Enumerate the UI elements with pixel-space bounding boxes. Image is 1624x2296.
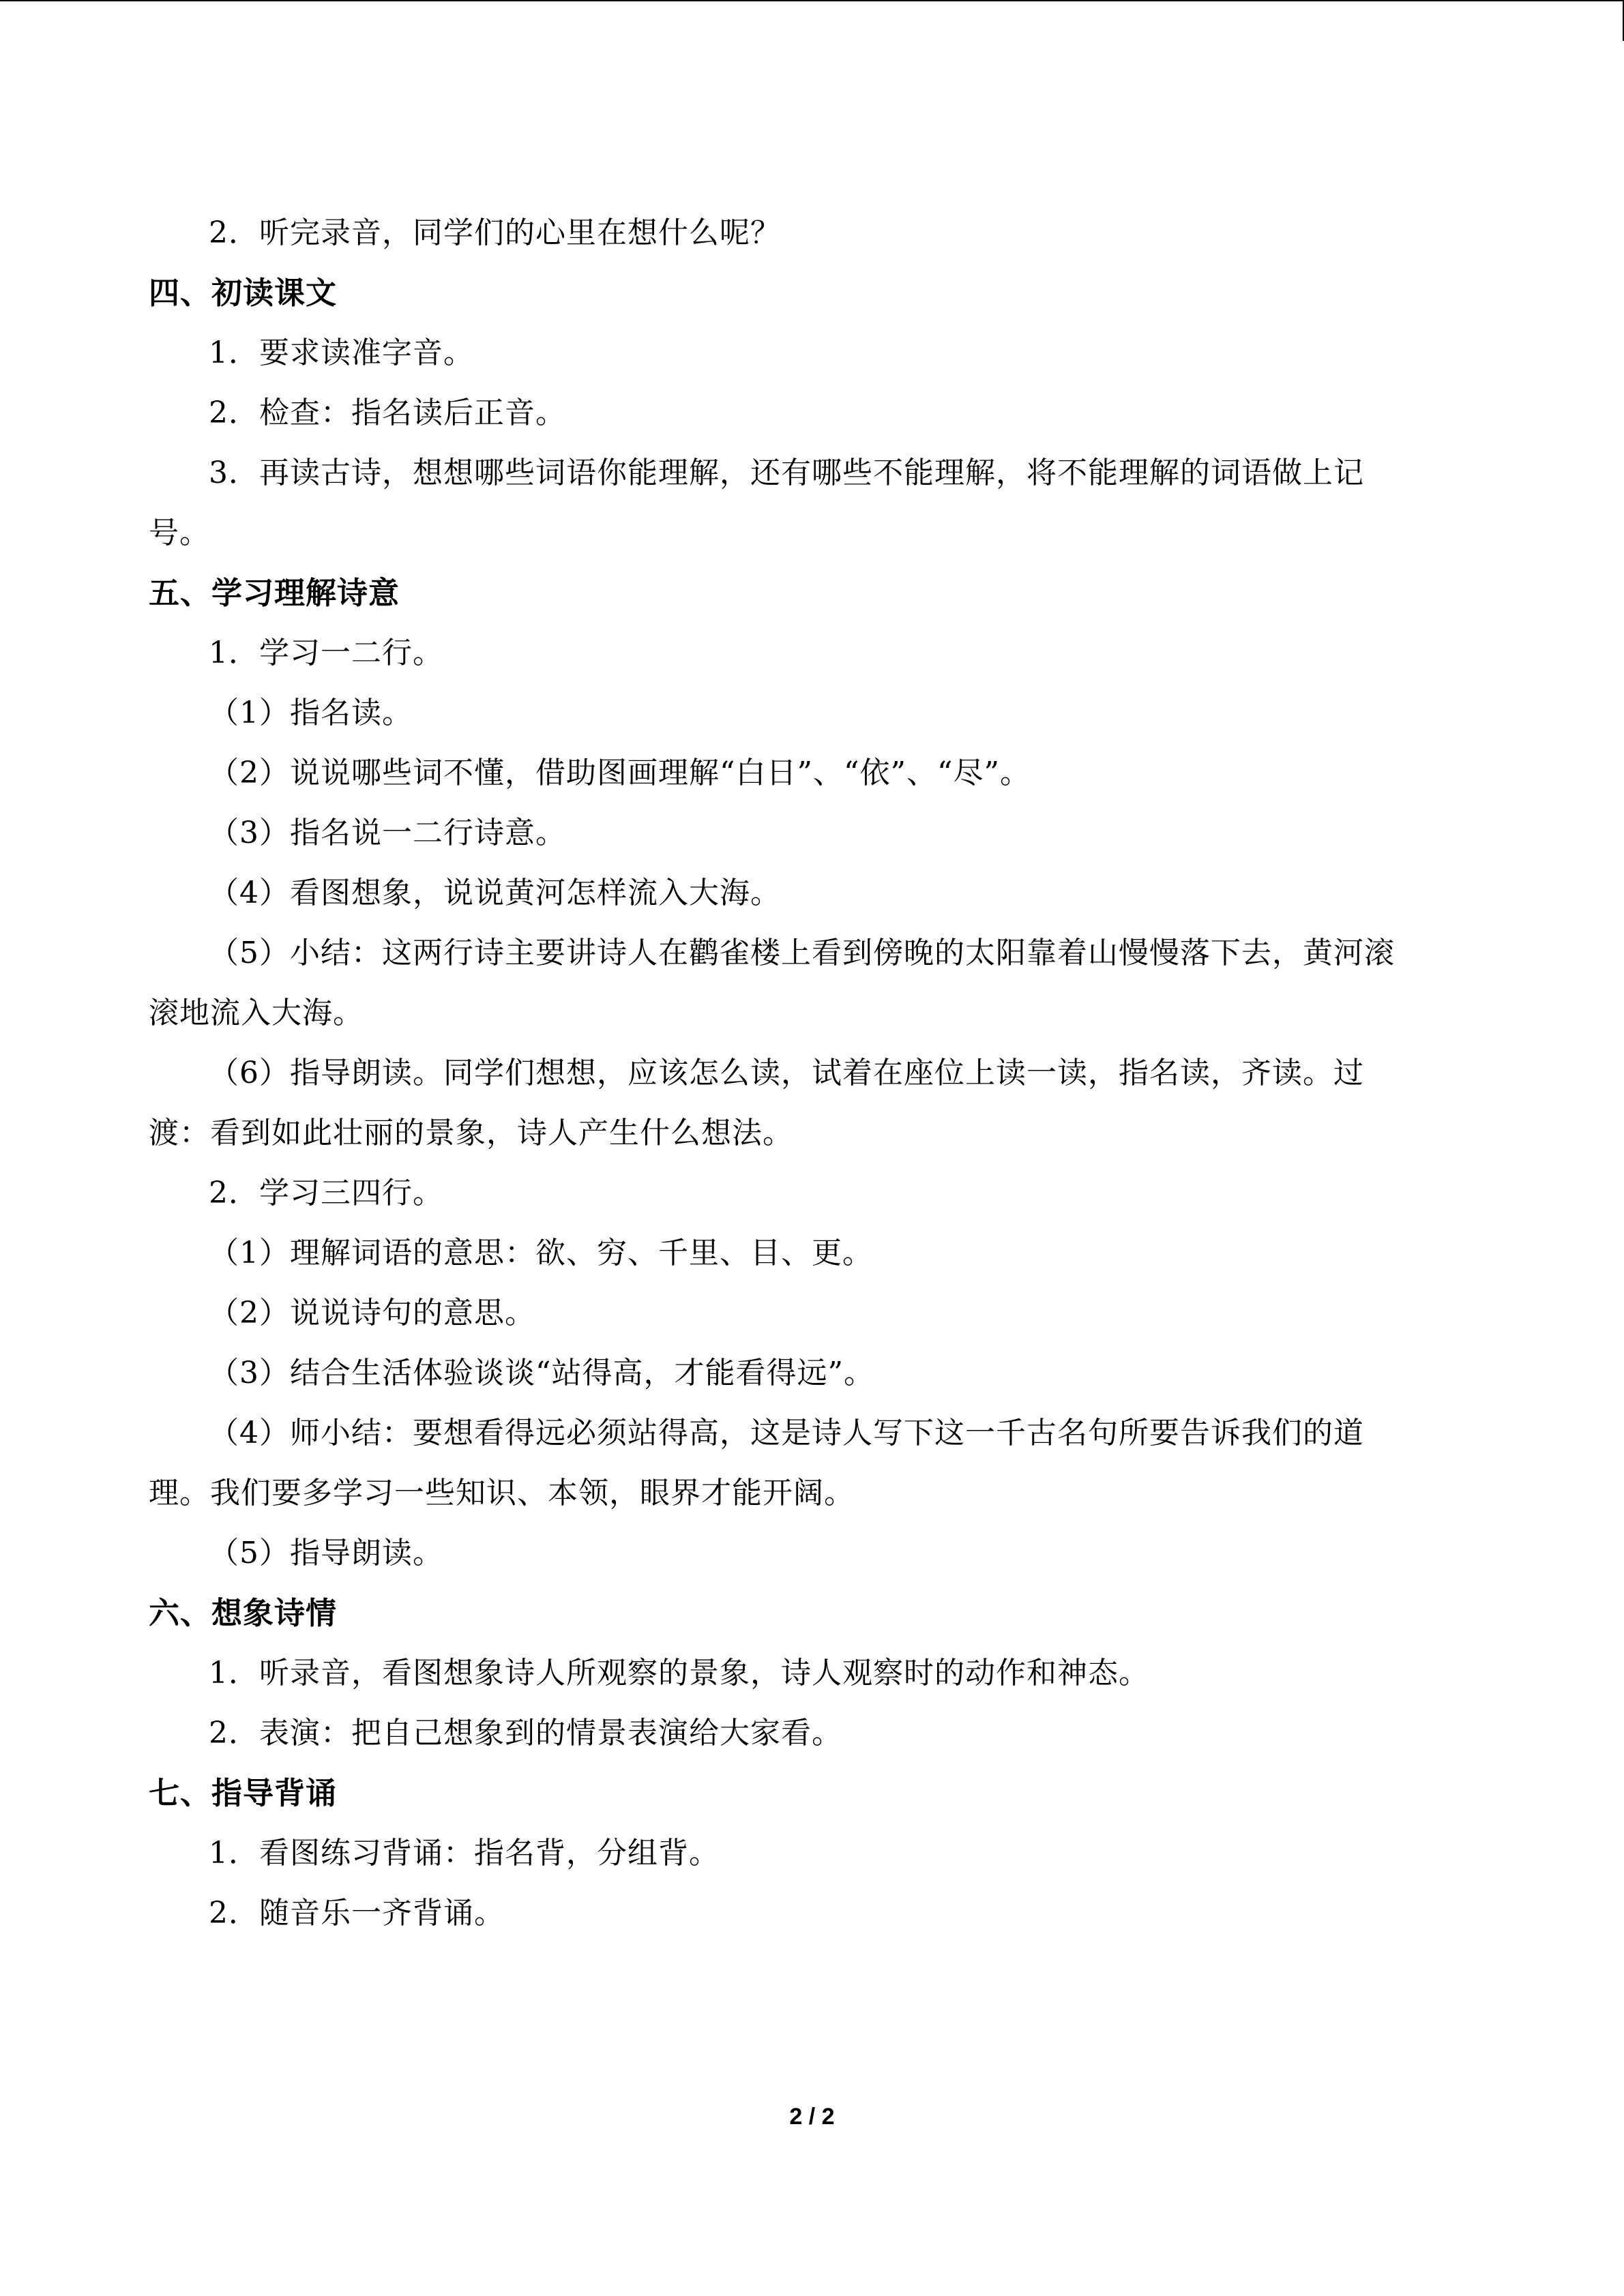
paragraph-line: （2）说说哪些词不懂，借助图画理解“白日”、“依”、“尽”。	[209, 756, 1031, 790]
paragraph-line: （1）指名读。	[209, 696, 413, 730]
paragraph-line: （5）小结：这两行诗主要讲诗人在鹳雀楼上看到傍晚的太阳靠着山慢慢落下去，黄河滚	[209, 936, 1395, 970]
paragraph-line: （6）指导朗读。同学们想想，应该怎么读，试着在座位上读一读，指名读，齐读。过	[209, 1056, 1364, 1090]
paragraph-line: 滚地流入大海。	[149, 996, 364, 1030]
paragraph-line: 2．表演：把自己想象到的情景表演给大家看。	[209, 1716, 842, 1750]
paragraph-line: （3）结合生活体验谈谈“站得高，才能看得远”。	[209, 1356, 874, 1390]
paragraph-line: 渡：看到如此壮丽的景象，诗人产生什么想法。	[149, 1116, 793, 1150]
paragraph-line: （3）指名说一二行诗意。	[209, 816, 566, 850]
paragraph-line: （2）说说诗句的意思。	[209, 1296, 535, 1330]
paragraph-line: 号。	[149, 516, 210, 550]
paragraph-line: 2．学习三四行。	[209, 1176, 443, 1210]
section-heading: 六、想象诗情	[149, 1595, 338, 1631]
section-heading: 七、指导背诵	[149, 1775, 338, 1811]
paragraph-line: 2．听完录音，同学们的心里在想什么呢？	[209, 215, 781, 250]
paragraph-line: （5）指导朗读。	[209, 1536, 443, 1570]
paragraph-line: 1．学习一二行。	[209, 636, 443, 670]
section-heading: 四、初读课文	[149, 275, 338, 311]
paragraph-line: 理。我们要多学习一些知识、本领，眼界才能开阔。	[149, 1476, 855, 1510]
paragraph-line: （4）师小结：要想看得远必须站得高，这是诗人写下这一千古名句所要告诉我们的道	[209, 1416, 1364, 1450]
paragraph-line: 1．看图练习背诵：指名背，分组背。	[209, 1836, 720, 1870]
document-body	[149, 203, 1482, 1943]
paragraph-line: 2．随音乐一齐背诵。	[209, 1896, 505, 1930]
paragraph-line: （4）看图想象，说说黄河怎样流入大海。	[209, 876, 781, 910]
page-top-border	[0, 0, 1624, 1]
paragraph-line: （1）理解词语的意思：欲、穷、千里、目、更。	[209, 1236, 873, 1270]
page-number: 2 / 2	[789, 2104, 835, 2130]
paragraph-line: 1．听录音，看图想象诗人所观察的景象，诗人观察时的动作和神态。	[209, 1656, 1149, 1690]
paragraph-line: 1．要求读准字音。	[209, 336, 474, 370]
section-heading: 五、学习理解诗意	[149, 575, 400, 611]
paragraph-line: 2．检查：指名读后正音。	[209, 396, 566, 430]
paragraph-line: 3．再读古诗，想想哪些词语你能理解，还有哪些不能理解，将不能理解的词语做上记	[209, 456, 1364, 490]
